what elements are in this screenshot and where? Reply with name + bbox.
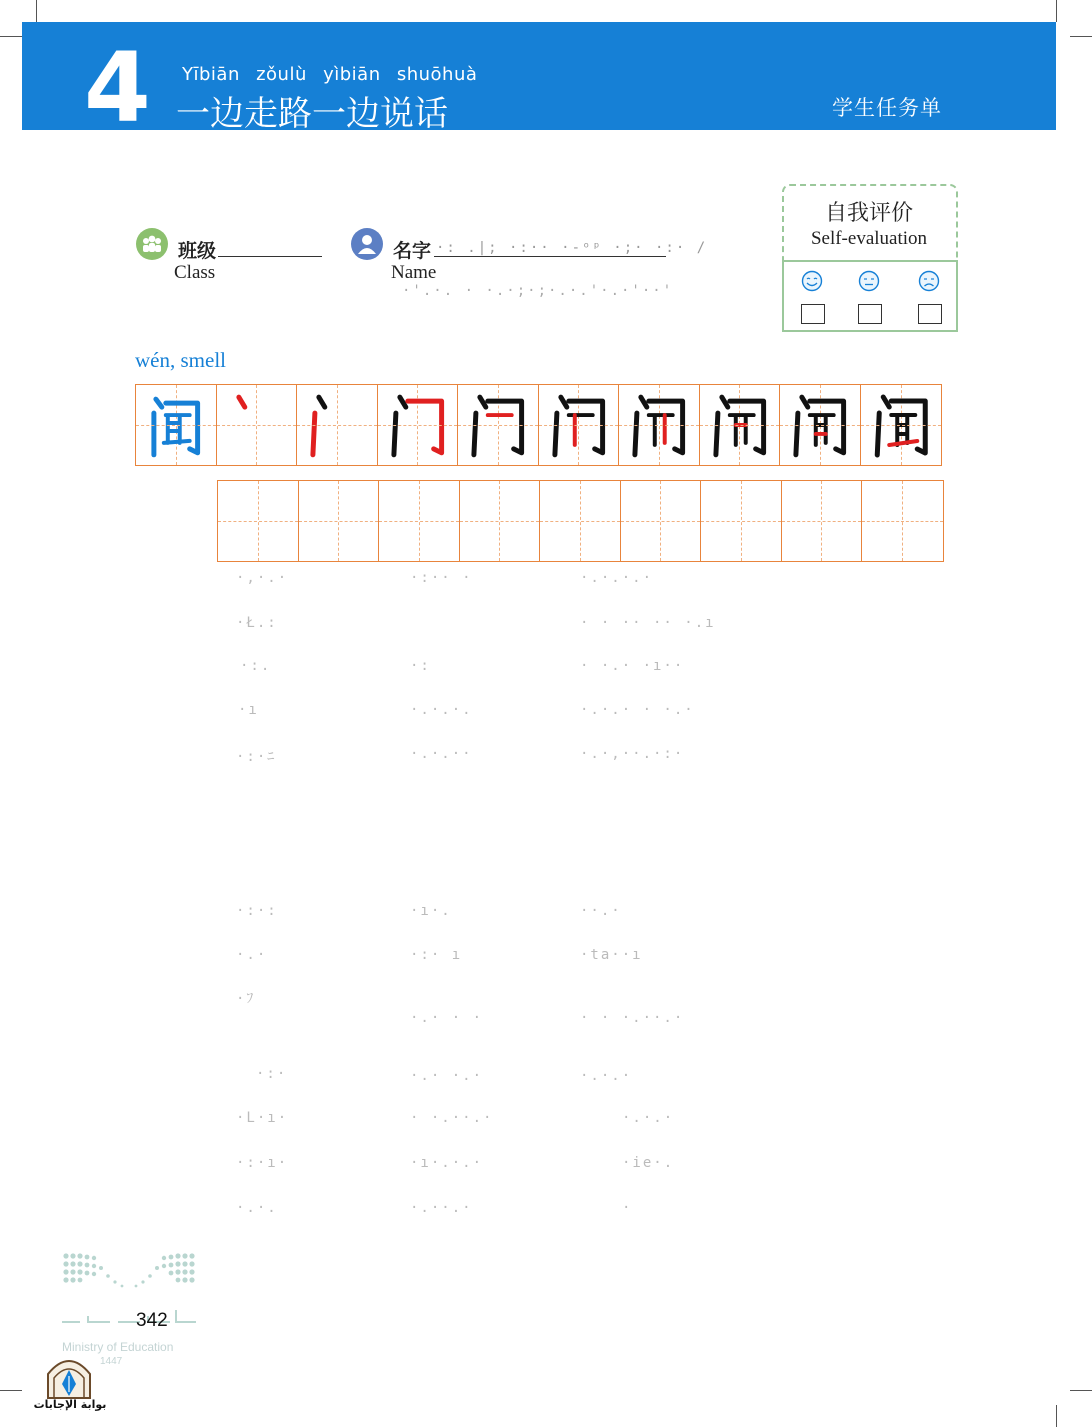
stroke-cell-8 [780, 385, 861, 465]
lesson-title-pinyin: Yībiān zǒulù yìbiān shuōhuà [182, 64, 478, 85]
ministry-name: Ministry of Education [62, 1340, 174, 1354]
faded-bleed-through: ·:· [256, 1066, 288, 1082]
stroke-cell-4 [458, 385, 539, 465]
faded-bleed-through: ·:·· · [410, 570, 473, 586]
class-label-zh: 班级 [178, 240, 217, 262]
faded-bleed-through: ·ie·. [622, 1155, 675, 1171]
faded-bleed-through: · [622, 1200, 633, 1216]
faded-bleed-through: ··.· [580, 903, 622, 919]
faded-bleed-through: ·.·.·· [410, 746, 473, 762]
faded-bleed-through: ·: [410, 658, 431, 674]
crop-mark [0, 1390, 22, 1391]
faded-bleed-through: ·ı·.·.· [410, 1155, 484, 1171]
name-label-zh: 名字 [393, 240, 432, 262]
stroke-cell-6 [619, 385, 700, 465]
faded-bleed-through: ·.··.· [410, 1200, 473, 1216]
writing-practice-row [217, 480, 944, 562]
character-meaning-label: wén, smell [135, 348, 226, 372]
stroke-cell-9 [861, 385, 942, 465]
name-label-en: Name [391, 262, 437, 283]
self-eval-checkbox-ok[interactable] [858, 304, 882, 324]
faded-bleed-through: ·ı [238, 702, 259, 718]
writing-cell[interactable] [782, 481, 863, 561]
crop-mark [1056, 0, 1057, 22]
self-evaluation-box [782, 184, 956, 330]
writing-cell[interactable] [701, 481, 782, 561]
stroke-8 [780, 385, 860, 465]
faded-bleed-through: ·.·.· [622, 1110, 675, 1126]
worksheet-label: 学生任务单 [832, 96, 942, 120]
writing-cell[interactable] [299, 481, 380, 561]
stroke-cell-2 [297, 385, 378, 465]
stroke-3 [378, 385, 458, 465]
self-evaluation-options [782, 260, 958, 332]
lesson-title: 一边走路一边说话 [176, 94, 448, 134]
faded-bleed-through: ·.·,··.·:· [580, 746, 685, 762]
faded-bleed-through: ·,·.· [236, 570, 289, 586]
self-eval-checkbox-poor[interactable] [918, 304, 942, 324]
lesson-number: 4 [84, 32, 151, 144]
stroke-2 [297, 385, 377, 465]
class-field[interactable] [218, 256, 322, 257]
neutral-face-icon [858, 270, 880, 292]
faded-bleed-through: ·.·.· · ·.· [580, 702, 695, 718]
faded-bleed-through: ·:. [240, 658, 272, 674]
stroke-cell-5 [539, 385, 620, 465]
faded-bleed-through: ·:·ﾆ [236, 749, 277, 765]
page-number: 342 [136, 1310, 168, 1331]
faded-handwriting: ·: .|; ·:·· ·-ᵒᵖ ·;· ·:· / [436, 240, 708, 256]
class-label-en: Class [174, 262, 216, 283]
faded-bleed-through: ·.· ·.· [410, 1068, 484, 1084]
faded-bleed-through: ·.·.·. [410, 702, 473, 718]
self-evaluation-title-en: Self-evaluation [810, 228, 928, 249]
faded-bleed-through: ·.·.· [580, 1068, 633, 1084]
self-evaluation-title-zh: 自我评价 [824, 201, 913, 226]
name-icon [351, 228, 383, 260]
stroke-6 [619, 385, 699, 465]
faded-bleed-through: · · ·· ·· ·.ı [580, 615, 716, 631]
writing-cell[interactable] [218, 481, 299, 561]
stroke-9 [861, 385, 942, 465]
writing-cell[interactable] [379, 481, 460, 561]
faded-bleed-through: ·.·. [236, 1200, 278, 1216]
faded-bleed-through: ·:·ı· [236, 1155, 289, 1171]
writing-cell[interactable] [862, 481, 943, 561]
happy-face-icon [801, 270, 823, 292]
answers-portal-label: بوابة الإجابات [33, 1398, 107, 1411]
stroke-4 [458, 385, 538, 465]
stroke-cell-7 [700, 385, 781, 465]
stroke-cell-1 [217, 385, 298, 465]
faded-bleed-through: ·.·.·.· [580, 570, 654, 586]
crop-mark [1070, 1390, 1092, 1391]
example-character [136, 385, 216, 465]
ministry-year: 1447 [100, 1356, 123, 1367]
faded-bleed-through: ·ﾌ [236, 991, 256, 1007]
faded-bleed-through: ·:·: [236, 903, 278, 919]
name-field[interactable] [434, 256, 666, 257]
faded-bleed-through: ·Ł.: [236, 615, 278, 631]
faded-bleed-through: ·ta··ı [580, 947, 643, 963]
faded-bleed-through: · ·.··.· [410, 1110, 494, 1126]
writing-cell[interactable] [540, 481, 621, 561]
stroke-cell-3 [378, 385, 459, 465]
sad-face-icon [918, 270, 940, 292]
stroke-order-row [135, 384, 942, 466]
faded-bleed-through: ·.· · · [410, 1010, 484, 1026]
stroke-5 [539, 385, 619, 465]
faded-bleed-through: ·.· [236, 947, 268, 963]
crop-mark [0, 36, 22, 37]
faded-bleed-through: ·L·ı· [236, 1110, 289, 1126]
crop-mark [1056, 1405, 1057, 1427]
crop-mark [36, 0, 37, 22]
self-eval-checkbox-good[interactable] [801, 304, 825, 324]
faded-bleed-through: ·ı·. [410, 903, 452, 919]
crop-mark [1070, 36, 1092, 37]
faded-bleed-through: · ·.· ·ı·· [580, 658, 685, 674]
class-icon [136, 228, 168, 260]
example-character-cell [136, 385, 217, 465]
writing-cell[interactable] [460, 481, 541, 561]
faded-bleed-through: · · ·.··.· [580, 1010, 685, 1026]
stroke-7 [700, 385, 780, 465]
faded-bleed-through: ·:· ı [410, 947, 463, 963]
stroke-1 [217, 385, 297, 465]
writing-cell[interactable] [621, 481, 702, 561]
faded-handwriting: ·'.·. · ·.·;·;·.·.'·.·'··' [402, 283, 674, 299]
